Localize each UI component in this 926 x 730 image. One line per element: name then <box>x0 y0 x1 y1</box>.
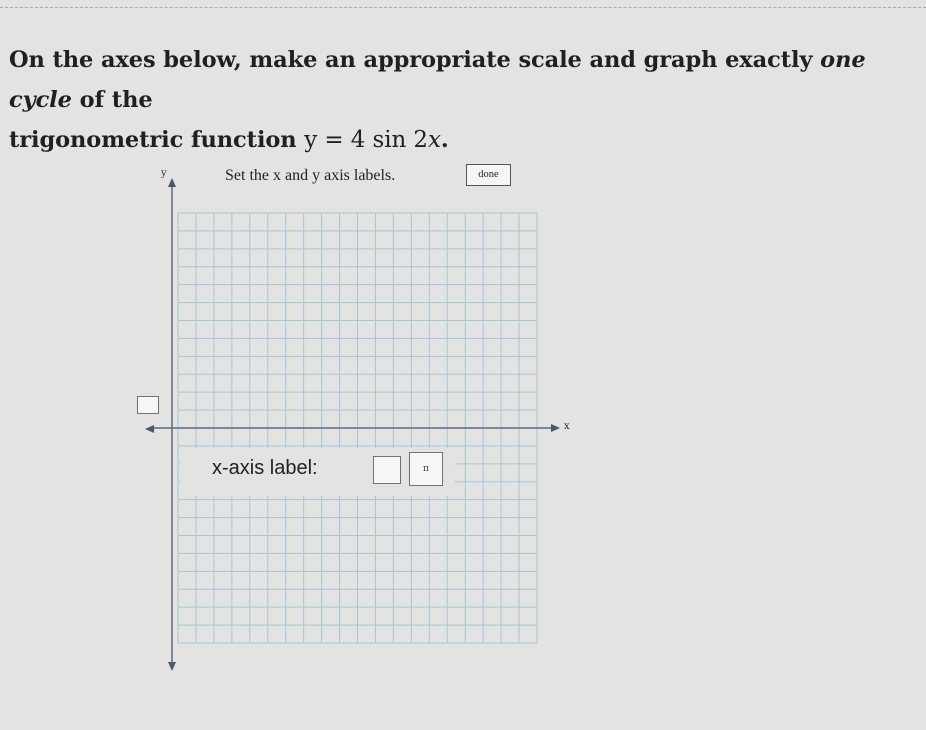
x-axis-letter: x <box>564 421 570 432</box>
x-axis <box>145 424 560 433</box>
x-axis-label-input[interactable] <box>373 456 401 484</box>
x-axis-arrow-right <box>551 424 560 432</box>
y-axis-arrow-up <box>168 178 176 187</box>
question-part2: of the <box>71 87 153 113</box>
question-part1: On the axes below, make an appropriate scale and graph exactly <box>9 47 821 73</box>
pi-button[interactable]: π <box>409 452 443 486</box>
question-emphasis: one cycle <box>9 47 866 113</box>
x-axis-label-text: x-axis label: <box>212 457 318 479</box>
question-part3: trigonometric function <box>9 127 305 153</box>
question-part4: . <box>440 127 449 153</box>
y-axis-letter: y <box>161 168 167 179</box>
x-axis-arrow-left <box>145 425 154 433</box>
y-axis-label-input[interactable] <box>137 396 159 414</box>
function-prefix: y = 4 sin 2 <box>304 127 428 153</box>
y-axis <box>168 178 176 671</box>
x-axis-label-row <box>180 448 455 496</box>
y-axis-arrow-down <box>168 662 176 671</box>
axis-label-prompt: Set the x and y axis labels. <box>225 167 396 184</box>
function-variable: x <box>427 127 441 153</box>
done-button[interactable]: done <box>466 164 511 186</box>
